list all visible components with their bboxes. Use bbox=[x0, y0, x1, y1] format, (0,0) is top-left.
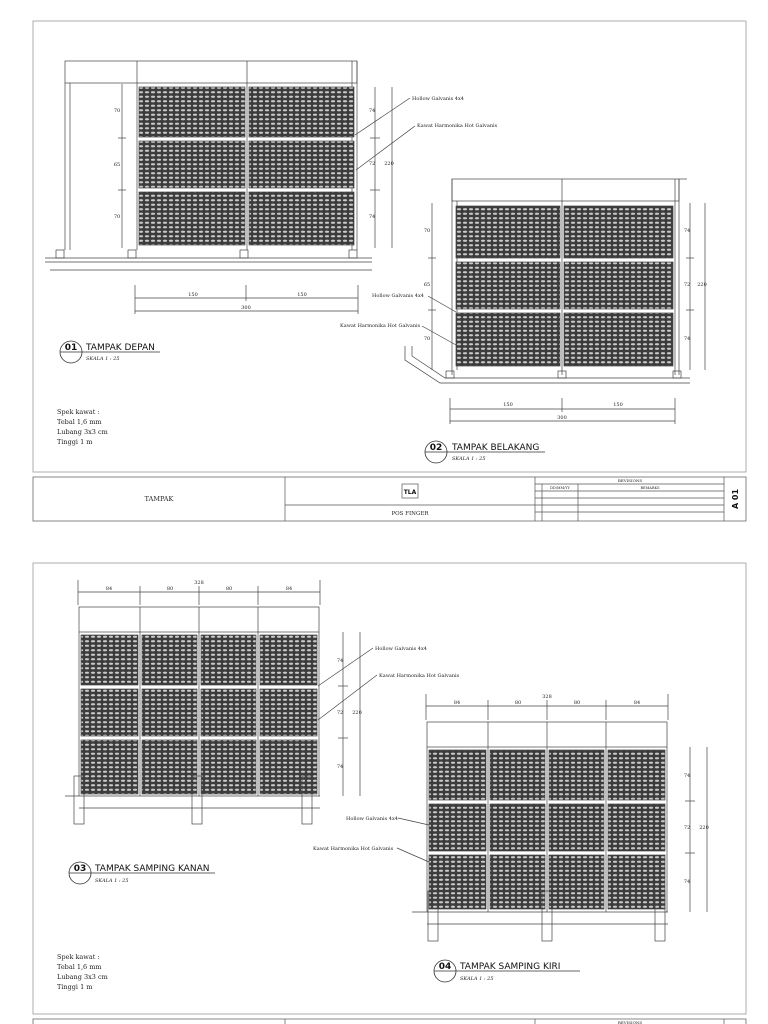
view3-label-kawat: Kawat Harmonika Hot Galvanis bbox=[379, 673, 460, 679]
view1-title: TAMPAK DEPAN bbox=[86, 343, 155, 353]
sheet1-title-block bbox=[33, 477, 746, 521]
view4-scale: SKALA 1 : 25 bbox=[460, 976, 494, 982]
view4-label-hollow: Hollow Galvanis 4x4 bbox=[346, 816, 398, 822]
view4-dim-4: 84 bbox=[633, 700, 641, 706]
title-block-revisions: REVISIONS bbox=[617, 478, 643, 483]
view4-number: 04 bbox=[438, 962, 452, 972]
view2-rdim-3: 74 bbox=[683, 336, 691, 342]
view2-dim-right: 150 bbox=[613, 402, 623, 408]
view4-rdim-2: 72 bbox=[683, 825, 691, 831]
title-block-project: POS FINGER bbox=[391, 511, 429, 517]
view2-title: TAMPAK BELAKANG bbox=[452, 443, 540, 453]
view1-rdim-2: 72 bbox=[368, 161, 376, 167]
title-block-rev-date: DD/MM/YY bbox=[550, 486, 570, 490]
view2-number: 02 bbox=[429, 443, 443, 453]
title-block-logo: TLA bbox=[403, 489, 417, 496]
view3-title: TAMPAK SAMPING KANAN bbox=[95, 864, 210, 874]
view2-dim-left: 150 bbox=[503, 402, 513, 408]
view4-rdim-1: 74 bbox=[683, 773, 691, 779]
view3-rdim-3: 74 bbox=[336, 764, 344, 770]
view1-label-kawat: Kawat Harmonika Hot Galvanis bbox=[417, 123, 498, 129]
view2-rear-elevation bbox=[405, 179, 705, 424]
sheet1-spec-line-2: Tebal 1,6 mm bbox=[57, 418, 102, 426]
sheet1-spec-line-1: Spek kawat : bbox=[57, 408, 100, 416]
view1-front-elevation bbox=[45, 61, 415, 314]
view1-vdim-1: 70 bbox=[113, 108, 121, 114]
view3-dim-3: 80 bbox=[225, 586, 233, 592]
view2-vdim-3: 70 bbox=[423, 336, 431, 342]
view4-dim-1: 84 bbox=[453, 700, 461, 706]
view3-scale: SKALA 1 : 25 bbox=[95, 878, 129, 884]
view2-label-hollow: Hollow Galvanis 4x4 bbox=[372, 293, 424, 299]
view1-title-tag bbox=[60, 341, 160, 363]
sheet1-spec-line-4: Tinggi 1 m bbox=[57, 438, 93, 446]
sheet2-spec-line-1: Spek kawat : bbox=[57, 953, 100, 961]
view2-title-tag bbox=[425, 441, 545, 463]
view3-number: 03 bbox=[73, 864, 87, 874]
view2-rdim-2: 72 bbox=[683, 282, 691, 288]
view2-rdim-1: 74 bbox=[683, 228, 691, 234]
view1-scale: SKALA 1 : 25 bbox=[86, 356, 120, 362]
view1-rdim-3: 74 bbox=[368, 214, 376, 220]
title-block-sheet-name: TAMPAK bbox=[144, 495, 174, 503]
view3-dim-2: 80 bbox=[166, 586, 174, 592]
view2-rdim-total: 220 bbox=[697, 282, 707, 288]
view3-right-side-elevation bbox=[65, 580, 377, 824]
view1-rdim-1: 74 bbox=[368, 108, 376, 114]
view2-vdim-2: 65 bbox=[423, 282, 431, 288]
sheet2-spec-line-3: Lubang 3x3 cm bbox=[57, 973, 108, 981]
view4-rdim-3: 74 bbox=[683, 879, 691, 885]
view4-dim-total: 328 bbox=[542, 694, 552, 700]
view1-rdim-total: 220 bbox=[384, 161, 394, 167]
view1-dim-total: 300 bbox=[241, 305, 251, 311]
view1-dim-left: 150 bbox=[188, 292, 198, 298]
view3-title-tag bbox=[69, 862, 215, 884]
view3-rdim-total: 220 bbox=[352, 710, 362, 716]
view3-rdim-2: 72 bbox=[336, 710, 344, 716]
view4-title: TAMPAK SAMPING KIRI bbox=[460, 962, 561, 972]
view2-scale: SKALA 1 : 25 bbox=[452, 456, 486, 462]
view3-dim-total: 328 bbox=[194, 580, 204, 586]
view1-label-hollow: Hollow Galvanis 4x4 bbox=[412, 96, 464, 102]
view2-vdim-1: 70 bbox=[423, 228, 431, 234]
view1-dim-right: 150 bbox=[297, 292, 307, 298]
sheet2-spec-line-4: Tinggi 1 m bbox=[57, 983, 93, 991]
view4-dim-2: 80 bbox=[514, 700, 522, 706]
view3-label-hollow: Hollow Galvanis 4x4 bbox=[375, 646, 427, 652]
view4-title-tag bbox=[434, 960, 580, 982]
view1-vdim-3: 70 bbox=[113, 214, 121, 220]
view3-dim-4: 84 bbox=[285, 586, 293, 592]
title-block-sheet-number: A 01 bbox=[731, 488, 740, 510]
sheet1-spec-line-3: Lubang 3x3 cm bbox=[57, 428, 108, 436]
view4-rdim-total: 220 bbox=[699, 825, 709, 831]
view3-rdim-1: 74 bbox=[336, 658, 344, 664]
sheet2-spec-line-2: Tebal 1,6 mm bbox=[57, 963, 102, 971]
view1-number: 01 bbox=[64, 343, 78, 353]
view4-left-side-elevation bbox=[397, 694, 707, 941]
view1-vdim-2: 65 bbox=[113, 162, 121, 168]
view4-label-kawat: Kawat Harmonika Hot Galvanis bbox=[313, 846, 394, 852]
view2-dim-total: 300 bbox=[557, 415, 567, 421]
sheet2-title-block-revisions: REVISIONS bbox=[617, 1020, 643, 1024]
title-block-rev-remarks: REMARKS bbox=[640, 486, 660, 490]
view3-dim-1: 84 bbox=[105, 586, 113, 592]
view2-label-kawat: Kawat Harmonika Hot Galvanis bbox=[340, 323, 421, 329]
view4-dim-3: 80 bbox=[573, 700, 581, 706]
